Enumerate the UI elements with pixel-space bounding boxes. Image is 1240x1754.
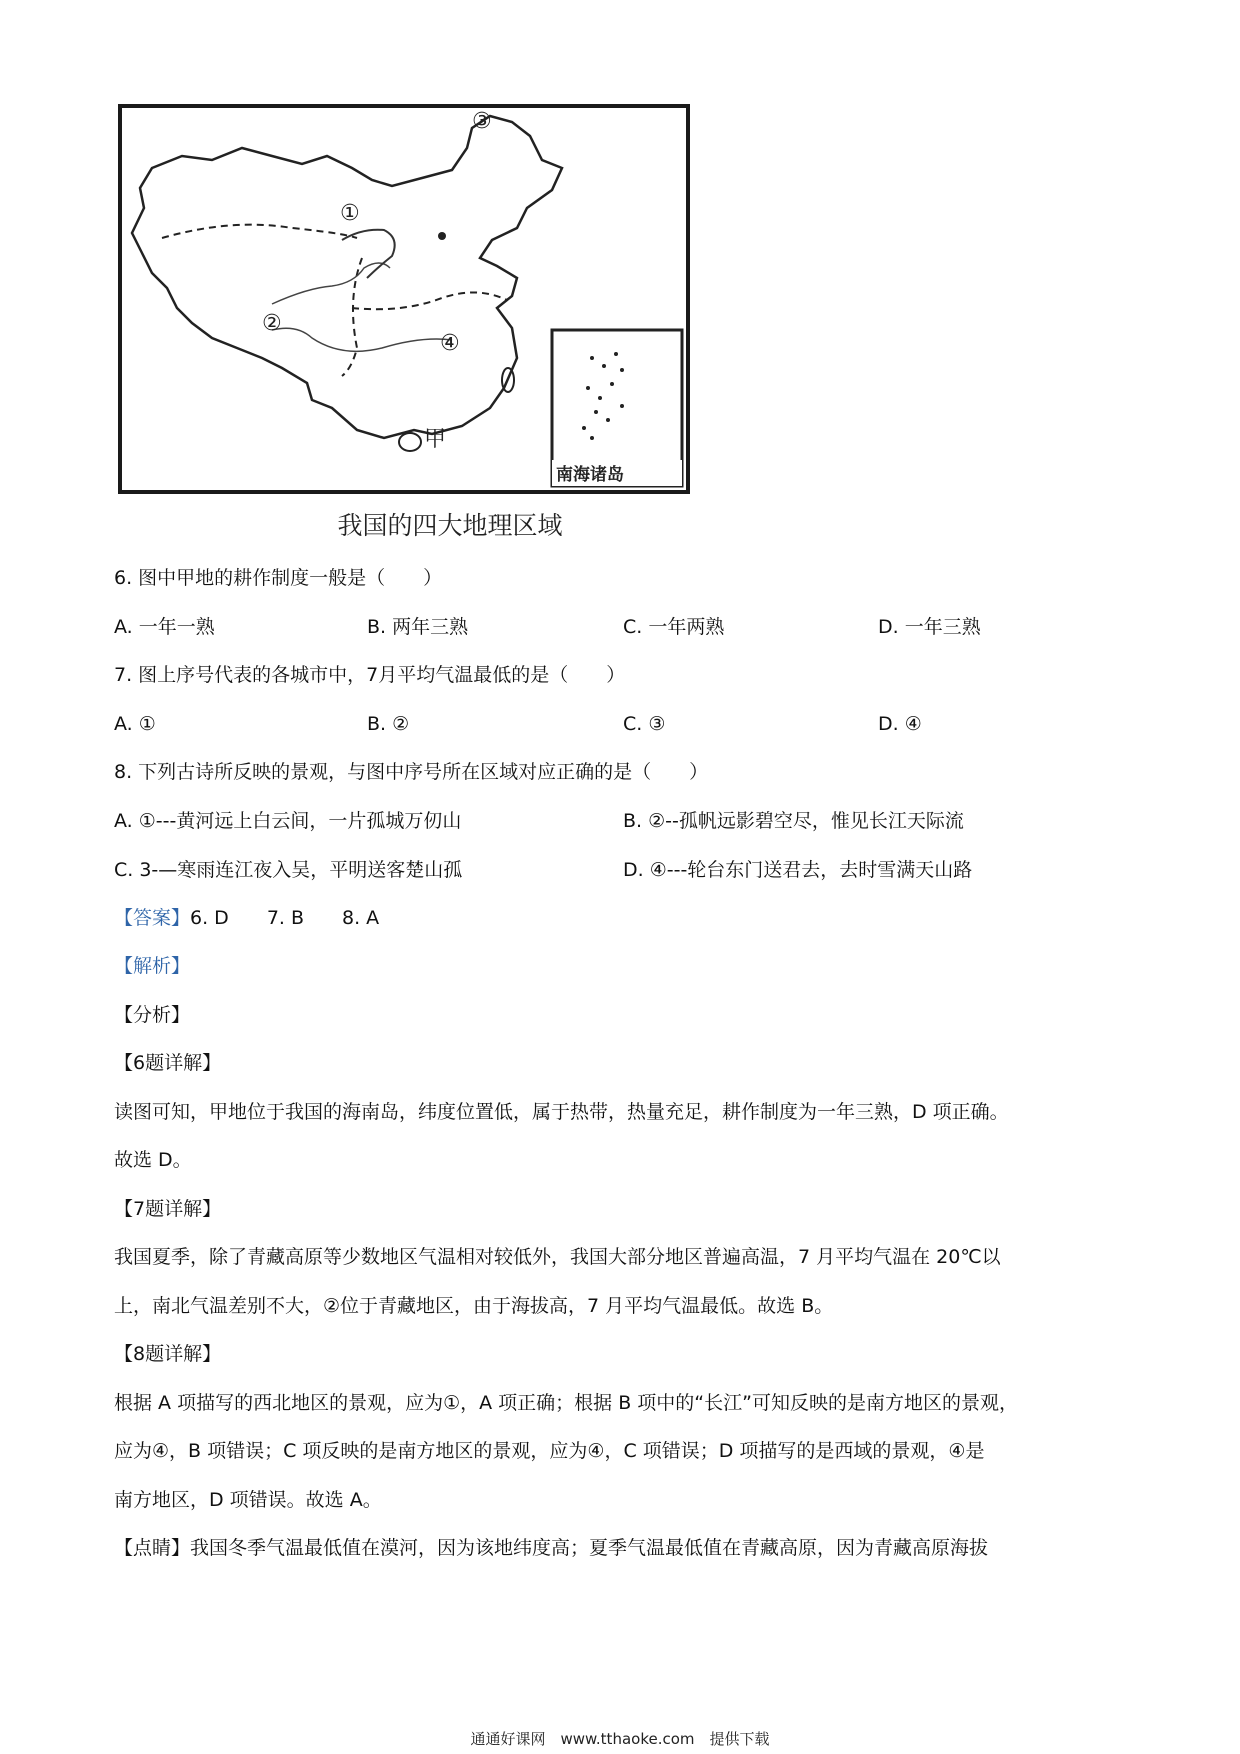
qinling-line: [352, 292, 507, 309]
northwest-line: [162, 225, 357, 238]
china-map-drawing: [122, 108, 686, 490]
q7-option-c: C. ③: [623, 713, 666, 735]
q8-option-d: D. ④---轮台东门送君去，去时雪满天山路: [623, 859, 973, 881]
answer-line: [114, 907, 379, 930]
river-line: [272, 263, 390, 304]
q6-option-b: B. 两年三熟: [367, 616, 469, 638]
map-label-3: ③: [472, 109, 492, 134]
hainan-island: [399, 433, 421, 451]
dianjing-tag: 【点睛】: [114, 1537, 191, 1559]
question-7-stem: 7. 图上序号代表的各城市中，7月平均气温最低的是（ ）: [114, 664, 626, 686]
q7-detail-tag: 【7题详解】: [114, 1198, 222, 1220]
yellow-river: [342, 230, 395, 278]
answer-tag: 【答案】: [114, 907, 191, 929]
china-regions-map: [118, 104, 690, 494]
question-6-stem: 6. 图中甲地的耕作制度一般是（ ）: [114, 567, 443, 589]
capital-dot: [438, 232, 446, 240]
question-8-stem: 8. 下列古诗所反映的景观，与图中序号所在区域对应正确的是（ ）: [114, 761, 709, 783]
map-caption: 我国的四大地理区域: [337, 511, 563, 540]
river-line-2: [272, 328, 452, 351]
q6-detail-line-1: 读图可知，甲地位于我国的海南岛，纬度位置低，属于热带，热量充足，耕作制度为一年三熟，D 项正确。: [114, 1101, 1009, 1123]
q7-option-b: B. ②: [367, 713, 410, 735]
q6-detail-tag: 【6题详解】: [114, 1052, 222, 1074]
q7-option-a: A. ①: [114, 713, 156, 735]
q8-option-b: B. ②--孤帆远影碧空尽，惟见长江天际流: [623, 810, 964, 832]
china-outline: [132, 116, 562, 438]
q8-detail-line-2: 应为④，B 项错误；C 项反映的是南方地区的景观，应为④，C 项错误；D 项描写的是西域的景观，④是: [114, 1440, 985, 1462]
analysis-tag: 【解析】: [114, 955, 191, 977]
q8-detail-line-1: 根据 A 项描写的西北地区的景观，应为①，A 项正确；根据 B 项中的“长江”可知反映的是南方地区的景观，: [114, 1392, 1018, 1414]
map-label-4: ④: [440, 331, 460, 356]
q8-option-c: C. 3-—寒雨连江夜入吴，平明送客楚山孤: [114, 859, 463, 881]
answer-text: 6. D 7. B 8. A: [190, 907, 380, 929]
q8-option-a: A. ①---黄河远上白云间，一片孤城万仞山: [114, 810, 462, 832]
q7-detail-line-2: 上，南北气温差别不大，②位于青藏地区，由于海拔高，7 月平均气温最低。故选 B。: [114, 1295, 834, 1317]
map-label-1: ①: [340, 201, 360, 226]
map-label-jia: 甲: [424, 427, 447, 452]
q7-detail-line-1: 我国夏季，除了青藏高原等少数地区气温相对较低外，我国大部分地区普遍高温，7 月平均气温在 20℃以: [114, 1246, 1001, 1268]
page-footer: 通通好课网 www.tthaoke.com 提供下载: [470, 1730, 770, 1748]
q6-option-c: C. 一年两熟: [623, 616, 725, 638]
qinghai-line: [342, 258, 362, 376]
map-label-2: ②: [262, 311, 282, 336]
q6-option-a: A. 一年一熟: [114, 616, 215, 638]
dianjing-text: 我国冬季气温最低值在漠河，因为该地纬度高；夏季气温最低值在青藏高原，因为青藏高原海拔: [190, 1537, 989, 1559]
inset-label: 南海诸岛: [556, 465, 624, 485]
q8-detail-line-3: 南方地区，D 项错误。故选 A。: [114, 1489, 382, 1511]
dianjing-line: [114, 1537, 988, 1560]
q6-detail-line-2: 故选 D。: [114, 1149, 192, 1171]
fenxi-tag: 【分析】: [114, 1004, 191, 1026]
q8-detail-tag: 【8题详解】: [114, 1343, 222, 1365]
q7-option-d: D. ④: [878, 713, 922, 735]
q6-option-d: D. 一年三熟: [878, 616, 981, 638]
